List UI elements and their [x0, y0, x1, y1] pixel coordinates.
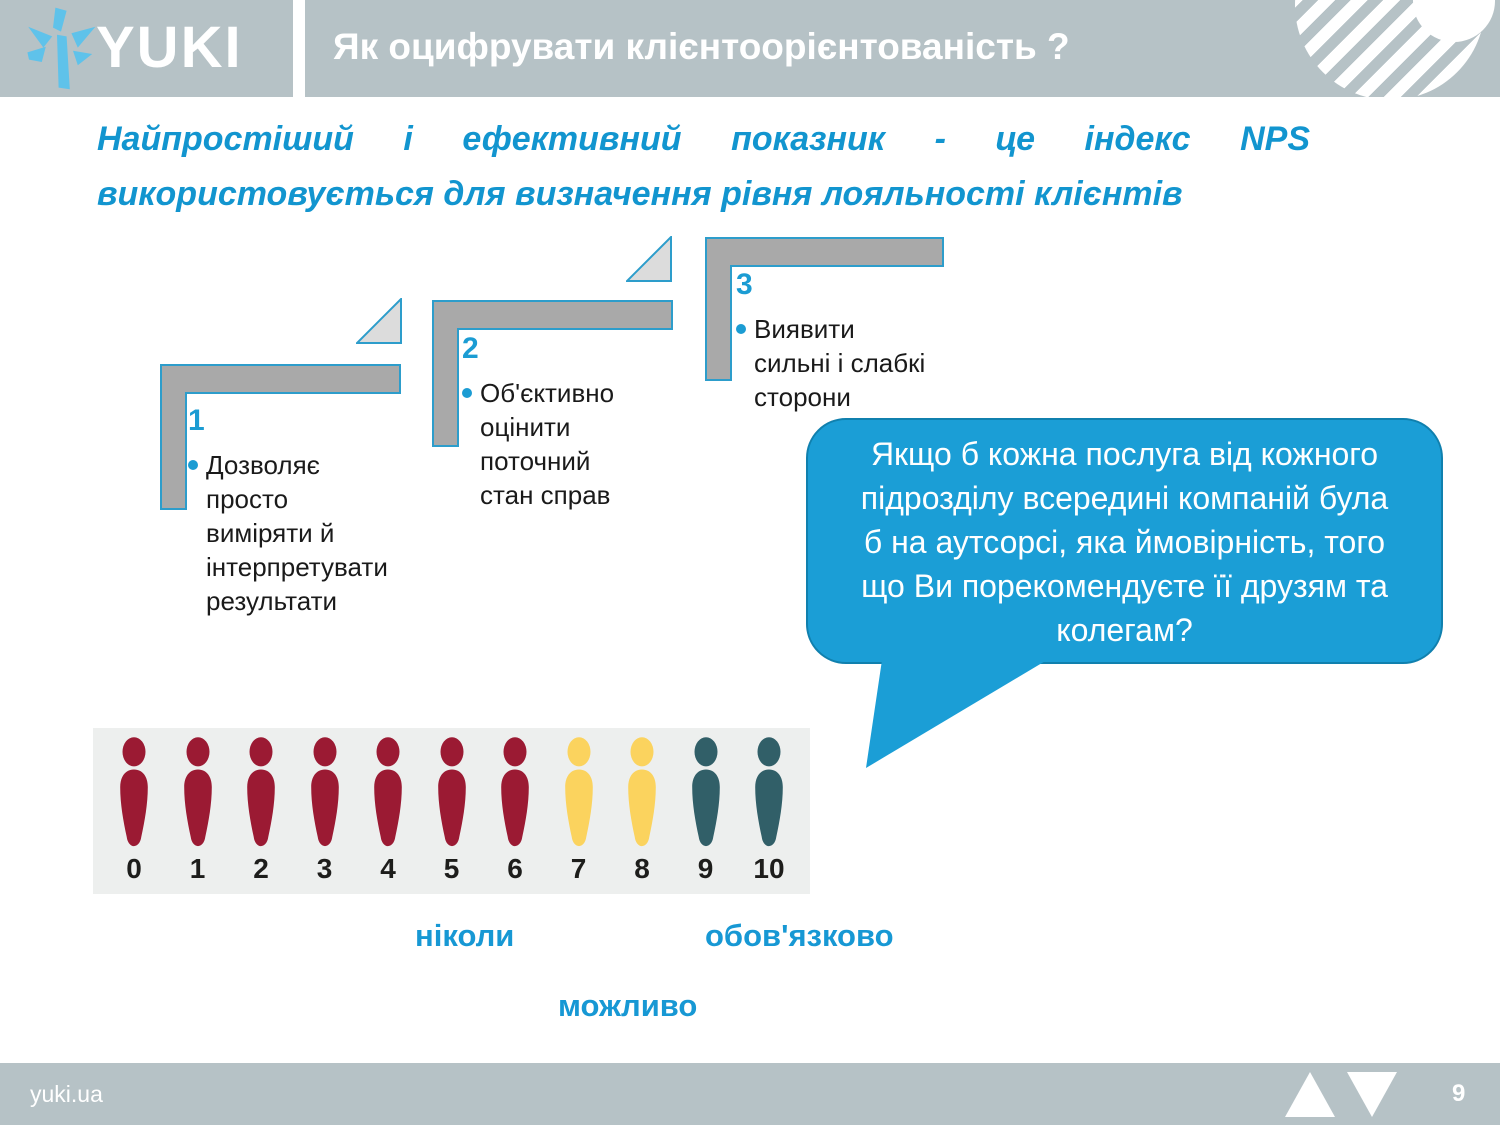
footer-site-url: yuki.ua [30, 1081, 103, 1107]
nps-figure-column [486, 736, 544, 894]
nps-scale-number: 10 [753, 853, 785, 884]
step-3-number: 3 [736, 268, 753, 301]
person-icon [746, 736, 792, 852]
nps-scale-number: 9 [697, 853, 714, 884]
step-2 [462, 332, 662, 512]
bullet-icon [736, 324, 746, 334]
speech-bubble: Якщо б кожна послуга від кожного підрозділу всередині компаній була б на аутсорсі, яка ймовірність, того що Ви порекомендуєте її друзям та колегам? [806, 418, 1443, 664]
nps-figure-column [677, 736, 735, 894]
nav-up-triangle-icon[interactable] [1285, 1072, 1335, 1117]
nps-figure-column [740, 736, 798, 894]
nps-figure-column [232, 736, 290, 894]
nps-figure-column [550, 736, 608, 894]
nps-scale-number: 1 [189, 853, 206, 884]
step-3 [736, 268, 946, 414]
logo-text: YUKI [96, 15, 243, 80]
step-1-number: 1 [188, 404, 205, 437]
step-2-text: Об'єктивно оцінити поточний стан справ [480, 378, 615, 510]
nps-figure-column [169, 736, 227, 894]
person-icon [429, 736, 475, 852]
person-icon [175, 736, 221, 852]
nps-scale-number: 8 [634, 853, 650, 884]
logo-block [0, 0, 293, 97]
nps-scale-number: 5 [443, 853, 460, 884]
subtitle-line-2: використовується для визначення рівня лояльності клієнтів [97, 175, 1183, 213]
nps-figure-column [359, 736, 417, 894]
page-number: 9 [1452, 1080, 1466, 1107]
nps-scale [93, 728, 810, 894]
scale-label-never: ніколи [415, 918, 515, 953]
step-3-text: Виявити сильні і слабкі сторони [754, 314, 926, 412]
scale-label-maybe: можливо [558, 988, 698, 1023]
page-title: Як оцифрувати клієнтоорієнтованість ? [333, 26, 1070, 67]
person-icon [111, 736, 157, 852]
yuki-logo-icon [22, 6, 100, 94]
nps-scale-number: 2 [253, 853, 269, 884]
nav-down-triangle-icon[interactable] [1347, 1072, 1397, 1117]
person-icon [302, 736, 348, 852]
person-icon [556, 736, 602, 852]
nps-figure-column [423, 736, 481, 894]
step-arrow-icon [626, 236, 672, 282]
nps-scale-number: 0 [126, 853, 142, 884]
step-1 [188, 404, 418, 618]
nps-scale-number: 7 [570, 853, 587, 884]
step-1-text: Дозволяє просто виміряти й інтерпретувати результати [206, 450, 388, 616]
header-title-band [305, 0, 1500, 97]
person-icon [492, 736, 538, 852]
scale-label-definitely: обов'язково [705, 918, 894, 953]
step-arrow-icon [356, 298, 402, 344]
footer-band [0, 1063, 1500, 1125]
step-2-number: 2 [462, 332, 479, 365]
bullet-icon [462, 388, 472, 398]
subtitle [97, 112, 1310, 222]
speech-bubble-tail [852, 660, 1052, 770]
subtitle-line-1: Найпростіший і ефективний показник - це індекс NPS [97, 120, 1310, 158]
nps-scale-number: 3 [316, 853, 333, 884]
nps-figure-column [613, 736, 671, 894]
nps-figure-column [296, 736, 354, 894]
bullet-icon [188, 460, 198, 470]
person-icon [365, 736, 411, 852]
nps-scale-number: 4 [380, 853, 396, 884]
person-icon [683, 736, 729, 852]
nps-figure-column [105, 736, 163, 894]
person-icon [238, 736, 284, 852]
person-icon [619, 736, 665, 852]
nps-scale-number: 6 [507, 853, 523, 884]
